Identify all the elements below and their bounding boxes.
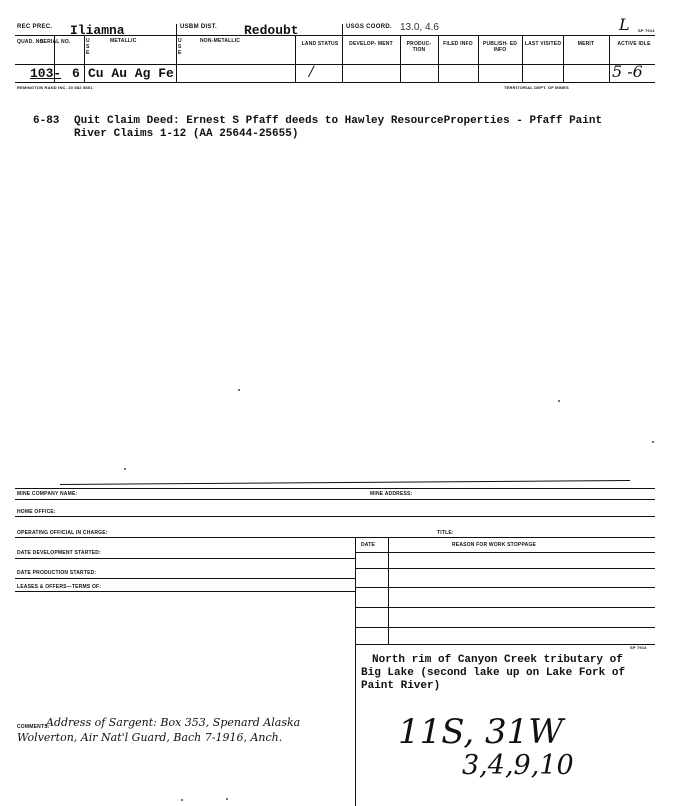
header-divider [478, 36, 479, 82]
date-development-label: DATE DEVELOPMENT STARTED: [17, 550, 101, 556]
usbm-dist-value: Redoubt [244, 23, 299, 38]
card-divider [355, 537, 356, 806]
date-production-label: DATE PRODUCTION STARTED: [17, 570, 97, 576]
published-info-label: PUBLISH- ED INFO [482, 41, 518, 53]
card-rule [355, 552, 655, 553]
home-office-label: HOME OFFICE: [17, 509, 56, 515]
active-idle-value: 5 -6 [612, 62, 643, 81]
card-rule [15, 499, 655, 500]
metallic-value: Cu Au Ag Fe [88, 66, 174, 81]
header-rule-3 [15, 82, 655, 83]
quad-label: QUAD. NO. [17, 39, 46, 45]
card-divider [388, 537, 389, 644]
serial-value: 6 [72, 66, 80, 81]
comments-line-2: Wolverton, Air Nat'l Guard, Bach 7-1916, Anch. [17, 731, 283, 744]
operating-official-label: OPERATING OFFICIAL IN CHARGE: [17, 530, 108, 536]
card-rule [355, 568, 655, 569]
merit-label: MERIT [577, 41, 595, 47]
form-number-bottom: SP 7914 [630, 645, 647, 650]
location-line-2: Big Lake (second lake up on Lake Fork of [361, 667, 626, 679]
development-label: DEVELOP- MENT [349, 41, 393, 47]
comments-line-1: Address of Sargent: Box 353, Spenard Alaska [46, 716, 301, 729]
land-status-label: LAND STATUS [301, 41, 339, 47]
title-label: TITLE: [437, 530, 454, 536]
scan-speck [652, 441, 654, 443]
entry-date: 6-83 [33, 115, 60, 127]
form-number-top: SP 7914 [638, 28, 655, 33]
corner-mark: L [619, 15, 630, 34]
filed-info-label: FILED INFO [443, 41, 473, 47]
scan-speck [558, 400, 560, 402]
quad-value: 103- [30, 66, 62, 81]
active-idle-label: ACTIVE IDLE [617, 41, 651, 47]
card-rule [355, 627, 655, 628]
reason-stoppage-label: REASON FOR WORK STOPPAGE [452, 542, 537, 548]
entry-line-1: Quit Claim Deed: Ernest S Pfaff deeds to Hawley ResourceProperties - Pfaff Paint [74, 115, 603, 127]
comments-label: COMMENTS: [17, 724, 50, 730]
usgs-coord-value: 13.0, 4.6 [400, 22, 439, 33]
scan-speck [124, 468, 126, 470]
serial-label: SERIAL NO. [40, 39, 71, 45]
card-rule [15, 516, 655, 517]
card-rule [15, 488, 655, 489]
rec-prec-label: REC PREC. [17, 24, 53, 30]
entry-line-2: River Claims 1-12 (AA 25644-25655) [74, 128, 299, 140]
header-divider [342, 24, 343, 82]
nonmetallic-label: NON-METALLIC [200, 38, 241, 44]
location-line-1: North rim of Canyon Creek tributary of [372, 654, 623, 666]
header-divider [563, 36, 564, 82]
header-divider [295, 36, 296, 82]
mine-address-label: MINE ADDRESS: [370, 491, 413, 497]
card-rule [15, 578, 355, 579]
scan-speck [181, 799, 183, 801]
metallic-label: METALLIC [110, 38, 137, 44]
card-top-edge [60, 480, 630, 485]
header-divider [176, 24, 177, 82]
use-label-metallic: U S E [86, 38, 90, 56]
header-divider [522, 36, 523, 82]
township-range: 11S, 31W [398, 712, 564, 752]
section-numbers: 3,4,9,10 [462, 750, 574, 781]
header-divider [438, 36, 439, 82]
card-rule [15, 591, 355, 592]
card-rule [355, 644, 655, 645]
mine-company-label: MINE COMPANY NAME: [17, 491, 78, 497]
date-column-label: DATE [361, 542, 376, 548]
header-divider [609, 36, 610, 82]
usbm-dist-label: USBM DIST. [180, 24, 218, 30]
printer-line: REMINGTON RAND INC. 20 882 5801 [17, 85, 93, 90]
header-divider [84, 36, 85, 82]
scan-speck [238, 389, 240, 391]
header-rule-2 [15, 64, 655, 65]
land-status-value: / [309, 64, 314, 80]
card-rule [355, 587, 655, 588]
usgs-coord-label: USGS COORD. [346, 24, 392, 30]
last-visited-label: LAST VISITED [524, 41, 562, 47]
card-rule [355, 607, 655, 608]
card-rule [15, 537, 655, 538]
use-label-nonmetallic: U S E [178, 38, 182, 56]
scan-speck [226, 798, 228, 800]
territorial-line: TERRITORIAL DEPT. OF MINES [504, 85, 569, 90]
location-line-3: Paint River) [361, 680, 441, 692]
rec-prec-value: Iliamna [70, 23, 125, 38]
leases-offers-label: LEASES & OFFERS—TERMS OF: [17, 584, 102, 590]
card-rule [15, 558, 355, 559]
production-label: PRODUC- TION [406, 41, 432, 53]
